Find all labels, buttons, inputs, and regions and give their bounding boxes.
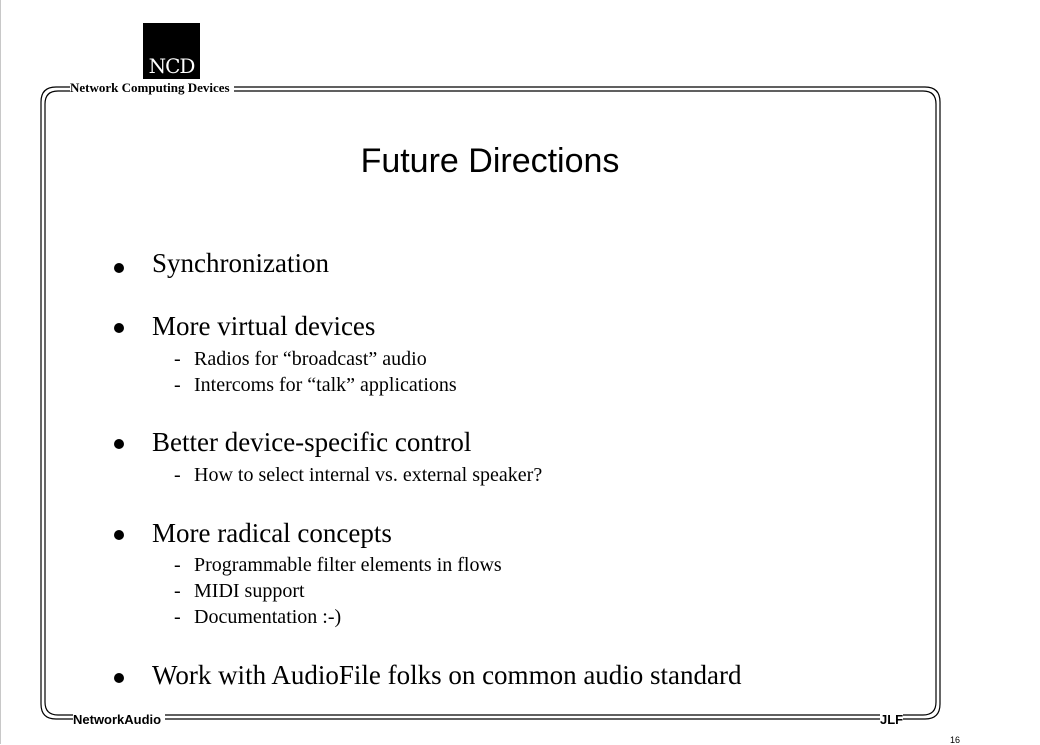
sub-item: - MIDI support — [174, 580, 305, 602]
bullet-dot — [114, 323, 124, 333]
sub-item-text: Documentation :-) — [194, 606, 342, 628]
sub-item: - Documentation :-) — [174, 606, 342, 628]
bullet-dot — [114, 263, 124, 273]
sub-item-text: Intercoms for “talk” applications — [194, 374, 457, 396]
sub-item-text: Radios for “broadcast” audio — [194, 348, 427, 370]
logo-text: NCD — [148, 54, 195, 78]
bullet-dot — [114, 439, 124, 449]
sub-item: - Radios for “broadcast” audio — [174, 348, 427, 370]
company-name: Network Computing Devices — [70, 80, 234, 96]
bullet-virtual-devices: More virtual devices — [152, 311, 376, 341]
sub-item-text: How to select internal vs. external speaker? — [194, 464, 543, 486]
footer-left-label: NetworkAudio — [73, 712, 165, 727]
footer-right-label: JLF — [880, 712, 904, 727]
bullet-dot — [114, 530, 124, 540]
sub-item: - Programmable filter elements in flows — [174, 554, 502, 576]
slide-title: Future Directions — [360, 142, 620, 180]
sub-item: - How to select internal vs. external speaker? — [174, 464, 543, 486]
sub-item-text: Programmable filter elements in flows — [194, 554, 502, 576]
bullet-dot — [114, 673, 124, 683]
bullet-audiofile: Work with AudioFile folks on common audio standard — [152, 660, 742, 690]
page-number: 16 — [950, 735, 961, 745]
bullet-device-control: Better device-specific control — [152, 427, 472, 457]
sub-item-text: MIDI support — [194, 580, 305, 602]
sub-item: - Intercoms for “talk” applications — [174, 374, 457, 396]
bullet-radical-concepts: More radical concepts — [152, 518, 392, 548]
bullet-synchronization: Synchronization — [152, 248, 329, 278]
